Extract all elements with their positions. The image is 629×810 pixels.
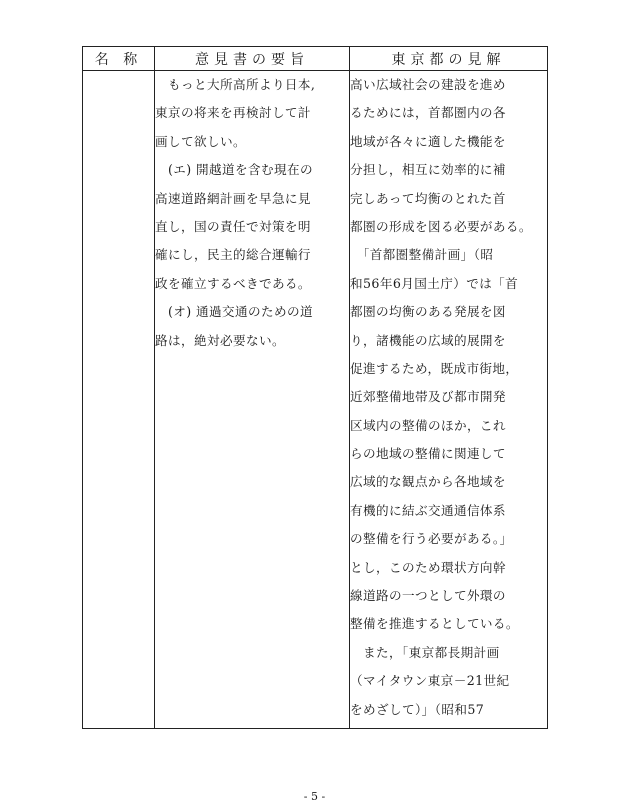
- summary-line: 直し，国の責任で対策を明: [155, 218, 311, 234]
- view-line: 分担し，相互に効率的に補: [350, 162, 506, 178]
- view-line: り，諸機能の広域的展開を: [350, 332, 506, 348]
- view-line: 線道路の一つとして外環の: [350, 588, 506, 604]
- summary-line: 政を確立するべきである。: [155, 275, 311, 291]
- view-line: 都圏の均衡のある発展を図: [350, 304, 506, 320]
- view-line: 和56年6月国土庁）では「首: [350, 275, 519, 291]
- view-line: 「首都圏整備計画」（昭: [350, 247, 494, 263]
- header-view: 東京都の見解: [350, 47, 548, 71]
- view-line: 有機的に結ぶ交通通信体系: [350, 502, 506, 518]
- summary-line: もっと大所高所より日本,: [155, 77, 316, 92]
- view-line: また，「東京都長期計画: [350, 644, 500, 660]
- view-line: 近郊整備地帯及び都市開発: [350, 389, 506, 405]
- summary-line: (オ) 通過交通のための道: [155, 304, 313, 320]
- view-line: 高い広域社会の建設を進め: [350, 77, 506, 92]
- view-line: 都圏の形成を図る必要がある。: [350, 218, 532, 234]
- view-line: 促進するため，既成市街地，: [350, 360, 519, 376]
- page-number: - 5 -: [303, 790, 326, 803]
- view-line: 整備を推進するとしている。: [350, 616, 519, 632]
- header-summary: 意見書の要旨: [155, 47, 350, 71]
- view-line: 区域内の整備のほか，これ: [350, 417, 506, 433]
- view-line: 広域的な観点から各地域を: [350, 474, 506, 490]
- table-body-row: [83, 71, 548, 729]
- summary-line: (エ) 開越道を含む現在の: [155, 162, 313, 178]
- view-line: らの地域の整備に関連して: [350, 446, 506, 462]
- view-line: るためには，首都圏内の各: [350, 105, 506, 121]
- summary-cell: [155, 71, 350, 729]
- view-line: をめざして）」（昭和57: [350, 701, 485, 717]
- view-line: とし，このため環状方向幹: [350, 559, 506, 575]
- name-cell: [83, 71, 155, 729]
- view-line: の整備を行う必要がある。」: [350, 531, 513, 547]
- summary-line: 高速道路網計画を早急に見: [155, 190, 311, 206]
- header-name: 名 称: [83, 47, 155, 71]
- summary-line: 東京の将来を再検討して計: [155, 105, 311, 121]
- view-line: 完しあって均衡のとれた首: [350, 190, 506, 206]
- opinion-table: [82, 46, 548, 729]
- view-line: 地域が各々に適した機能を: [350, 133, 506, 149]
- view-cell: [350, 71, 548, 729]
- summary-line: 画して欲しい。: [155, 133, 246, 149]
- summary-line: 路は，絶対必要ない。: [155, 332, 285, 348]
- summary-line: 確にし，民主的総合運輸行: [155, 247, 311, 263]
- view-line: （マイタウン東京－21世紀: [350, 673, 510, 689]
- table-header-row: [83, 47, 548, 71]
